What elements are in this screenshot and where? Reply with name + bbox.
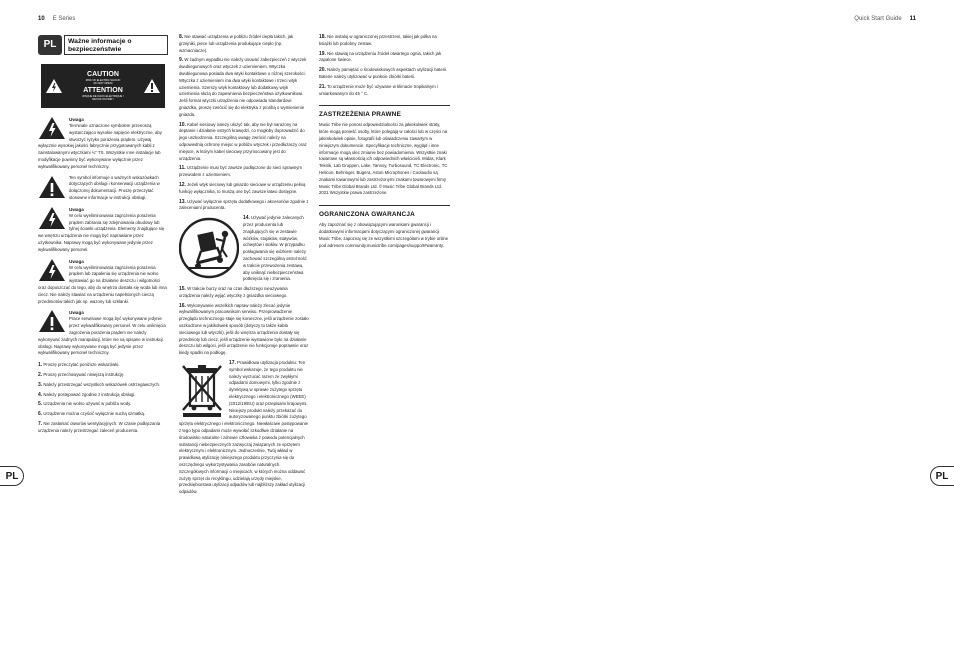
warranty-section: [319, 205, 450, 249]
list-item: 16. Wykonywanie wszelkich napraw należy zlecać jedynie wykwalifikowanym pracownikom serwisu. Przeprowadzenie przeglądu technicznego staje się konieczne, jeśli urządzenie zostało uszkodzone w jakikolwiek sposób (dotyczy to także kabla sieciowego lub wtyczki), jeśli do wnętrza urządzenia dostały się przedmioty lub ciecz, jeśli urządzenie wystawione było na działanie deszczu lub wilgoci, jeśli urządzenie nie funkcjonuje poprawnie oraz kiedy spadło na podłogę.: [179, 302, 309, 356]
list-item: 6. Urządzenie można czyścić wyłącznie suchą szmatką.: [38, 411, 146, 418]
list-item: 7. Nie zasłaniać otworów wentylacyjnych. W czasie podłączania urządzenia należy przestrzegać zaleceń producenta.: [38, 420, 161, 433]
warning-text: Prace serwisowe mogą być wykonywane jedynie przez wykwalifikowany personel. W celu uniknięcia zagrożenia porażenia prądem nie należy wykonywać żadnych manipulacji, które nie są opisane w instrukcji obsługi. Naprawy wykonywane mogą być jedynie przez wykwalifikowany personel techniczny.: [38, 316, 166, 356]
list-item: 12. Jeżeli wtyk sieciowy lub gniazdo sieciowe w urządzeniu pełnią funkcję wyłącznika, to muszą one być zawsze łatwo dostępne.: [179, 181, 306, 194]
exclamation-warning-icon: [143, 78, 161, 94]
left-page-number: 10: [38, 16, 45, 22]
list-item: 19. Nie stawiaj na urządzeniu źródeł otwartego ognia, takich jak zapalone świece.: [319, 50, 442, 63]
list-item: 18. Nie instaluj w ograniczonej przestrzeni, takiej jak półka na książki lub podobny zestaw.: [319, 34, 437, 46]
column-2: [179, 34, 309, 496]
warning-block: [38, 309, 168, 357]
list-item: 4. Należy postępować zgodnie z instrukcją obsługi.: [38, 391, 136, 398]
disclaimer-section: [319, 105, 450, 197]
exclamation-warning-icon: [38, 309, 66, 333]
list-item: 17. Prawidłowa utylizacja produktu: Ten symbol wskazuje, że tego produktu nie należy wyrzucać razem ze zwykłymi odpadami domowymi, tylko zgodnie z dyrektywą w sprawie zużytego sprzętu elektrycznego i elektronicznego (WEEE) (2012/19/EU) oraz przepisami krajowymi. Niniejszy produkt należy przekazać do autoryzowanego punktu zbiórki zużytego sprzętu elektrycznego i elektronicznego. Niewłaściwe postępowanie z tego typu odpadami może wywołać szkodliwe działanie na środowisko naturalne i zdrowie człowieka z powodu potencjalnych substancji niebezpiecznych zazwyczaj związanych ze sprzętem elektrycznym i elektronicznym. Jednocześnie, Twój wkład w prawidłową utylizację niniejszego produktu przyczynia się do oszczędnego wykorzystywania zasobów naturalnych. Szczegółowych informacji o miejscach, w których można oddawać zużyty sprzęt do recyklingu, udzielają urzędy miejskie, przedsiębiorstwa utylizacji odpadów lub najbliższy zakład utylizacji odpadów.: [179, 360, 308, 495]
list-item: 14. Używać jedynie zalecanych przez producenta lub znajdujących się w zestawie wózków, stojaków, statywów, uchwytów i stołów. W przypadku posługiwania się wózkiem należy zachować szczególną ostrożność w trakcie przewożenia zestawu, aby uniknąć niebezpieczeństwa potknięcia się i zranienia.: [179, 215, 309, 283]
warning-block: [38, 206, 168, 254]
list-item: 21. To urządzenie może być używane w klimacie tropikalnym i umiarkowanym do 45 ° C.: [319, 83, 438, 96]
list-item: 3. Należy przestrzegać wszystkich wskazówek ostrzegawczych.: [38, 381, 161, 388]
column-1: [38, 34, 168, 437]
right-page-number: 11: [909, 16, 916, 22]
attention-heading: ATTENTION: [83, 87, 123, 94]
caution-sub-2: DO NOT OPEN!: [93, 82, 113, 85]
lightning-warning-icon: [38, 116, 66, 140]
warning-text: W celu wyeliminowania zagrożenia porażenia prądem zabrania się zdejmowania obudowy lub tylnej ścianki urządzenia. Elementy znajdujące się we wnętrzu urządzenia nie mogą być naprawiane przez użytkownika. Naprawy mogą być wykonywane jedynie przez wykwalifikowany personel.: [38, 212, 165, 252]
warning-title: Uwaga: [69, 258, 84, 264]
language-tab-left: PL: [0, 466, 24, 486]
info-text: Ten symbol informuje o ważnych wskazówkach dotyczących obsługi i konserwacji urządzenia w dołączonej dokumentacji. Proszę przeczytać stosowne informacje w instrukcji obsługi.: [69, 174, 160, 200]
attention-sub-1: RISQUE DE CHOC ELECTRIQUE !: [82, 95, 124, 98]
attention-sub-2: NE PAS OUVRIR !: [92, 98, 114, 101]
list-item: 13. Używać wyłącznie sprzętu dodatkowego i akcesoriów zgodnie z zaleceniami producenta.: [179, 198, 309, 211]
language-code-badge: PL: [38, 35, 62, 55]
caution-heading: CAUTION: [87, 71, 119, 78]
lightning-warning-icon: [38, 258, 66, 282]
list-item: 5. Urządzenia nie wolno używać w pobliżu wody.: [38, 401, 132, 408]
disclaimer-text: Music Tribe nie ponosi odpowiedzialności za jakiekolwiek straty, które mogą ponieść osoby, które polegają w całości lub w części na jakimkolwiek opisie, fotografii lub oświadczeniu zawartym w niniejszym dokumencie. Specyfikacje techniczne, wygląd i inne informacje mogą ulec zmianie bez powiadomienia. Wszystkie znaki towarowe są własnością ich odpowiednich właścicieli. Midas, Klark Teknik, Lab Gruppen, Lake, Tannoy, Turbosound, TC Electronic, TC Helicon, Behringer, Bugera, Aston Microphones i Coolaudio są znakami towarowymi lub zastrzeżonymi znakami towarowymi firmy Music Tribe Global Brands Ltd. © Music Tribe Global Brands Ltd. 2021 Wszystkie prawa zastrzeżone.: [319, 122, 448, 196]
column-3: [319, 34, 450, 252]
cart-tip-over-icon: [179, 217, 239, 279]
warning-block: [38, 258, 168, 306]
right-guide-title: Quick Start Guide: [854, 16, 902, 22]
lightning-warning-icon: [45, 78, 63, 94]
list-item: 2. Proszę przechowywać niniejszą instrukcję.: [38, 371, 125, 378]
warranty-text: Aby zapoznać się z obowiązującymi warunkami gwarancji i dodatkowymi informacjami dotyczącymi ograniczonej gwarancji Music Tribe, zapoznaj się ze wszystkimi szczegółami w trybie online pod adresem community.musictribe.com/pages/support#warranty.: [319, 222, 449, 248]
left-series-name: E Series: [52, 16, 76, 22]
list-item: 8. Nie stawiać urządzenia w pobliżu źródeł ciepła takich, jak grzejniki, piece lub urządzenia produkujące ciepło (np. wzmacniacze).: [179, 34, 294, 53]
warning-title: Uwaga: [69, 310, 84, 316]
exclamation-warning-icon: [38, 175, 66, 199]
list-item: 15. W trakcie burzy oraz na czas dłuższego nieużywania urządzenia należy wyjąć wtyczkę z gniazdka sieciowego.: [179, 286, 288, 298]
right-page-header: [854, 16, 916, 22]
caution-sub-1: RISK OF ELECTRIC SHOCK!: [85, 79, 121, 82]
warning-text: Terminale oznaczone symbolem przenoszą wystarczająco wysokie napięcie elektryczne, aby stworzyć ryzyko porażenia prądem. Używaj wyłącznie wysokiej jakości fabrycznie przygotowanych kabli z zainstalowanymi wtyczkami ¼" TS. Wszystkie inne instalacje lub modyfikacje powinny być wykonywane wyłącznie przez wykwalifikowany personel techniczny.: [38, 123, 162, 169]
list-item: 1. Proszę przeczytać poniższe wskazówki.: [38, 362, 120, 369]
list-item: 9. W żadnym wypadku nie należy usuwać zabezpieczeń z wtyczek dwubiegunowych oraz wtyczek z uziemieniem. Wtyczka dwubiegunowa posiada dwa wtyki kontaktowe o różnej szerokości. Wtyczka z uziemieniem ma dwa wtyki kontaktowe i trzeci wtyk uziemienia. Szerszy wtyk kontaktowy lub dodatkowy wtyk uziemienia służą do zapewnienia bezpieczeństwa użytkownikowi. Jeśli format wtyczki urządzenia nie odpowiada standardowi gniazdka, proszę zwrócić się do elektryka z prośbą o wymienienie gniazda.: [179, 57, 307, 117]
page-title: Ważne informacje o bezpieczeństwie: [64, 35, 168, 55]
warranty-heading: OGRANICZONA GWARANCJA: [319, 211, 415, 219]
warning-title: Uwaga: [69, 117, 84, 122]
left-page-header: [38, 16, 75, 22]
list-item: 11. Urządzenie musi być zawsze podłączone do sieci sprawnym przewodem z uziemieniem.: [179, 165, 303, 178]
language-tab-right: PL: [930, 466, 954, 486]
info-block: [38, 175, 168, 202]
warning-block: [38, 116, 168, 171]
list-item: 10. Kabel sieciowy należy ułożyć tak, aby nie był narażony na deptanie i działanie ostrych krawędzi, co mogłoby doprowadzić do jego uszkodzenia. Szczególną uwagę zwrócić należy na odpowiednią ochronę miejsc w pobliżu wtyczek i przedłużaczy oraz miejsce, w którym kabel sieciowy przymocowany jest do urządzenia.: [179, 121, 307, 161]
list-item: 20. Należy pamiętać o środowiskowych aspektach utylizacji baterii. Baterie należy utylizować w punkcie zbiórki baterii.: [319, 67, 448, 79]
caution-panel: [41, 64, 165, 108]
crossed-bin-icon: [179, 362, 225, 418]
disclaimer-heading: ZASTRZEŻENIA PRAWNE: [319, 111, 402, 119]
warning-text: W celu wyeliminowania zagrożenia porażenia prądem lub zapalenia się urządzenia nie wolno wystawiać go na działanie deszczu i wilgotności oraz dopuszczać do tego, aby do wnętrza dostała się woda lub inna ciecz. Nie należy stawiać na urządzeniu napełnionych cieczą przedmiotów takich jak np. wazony lub szklanki.: [38, 264, 167, 304]
lightning-warning-icon: [38, 206, 66, 230]
warning-title: Uwaga: [69, 206, 84, 212]
section-title-box: [38, 34, 168, 56]
caution-text: [63, 71, 143, 101]
